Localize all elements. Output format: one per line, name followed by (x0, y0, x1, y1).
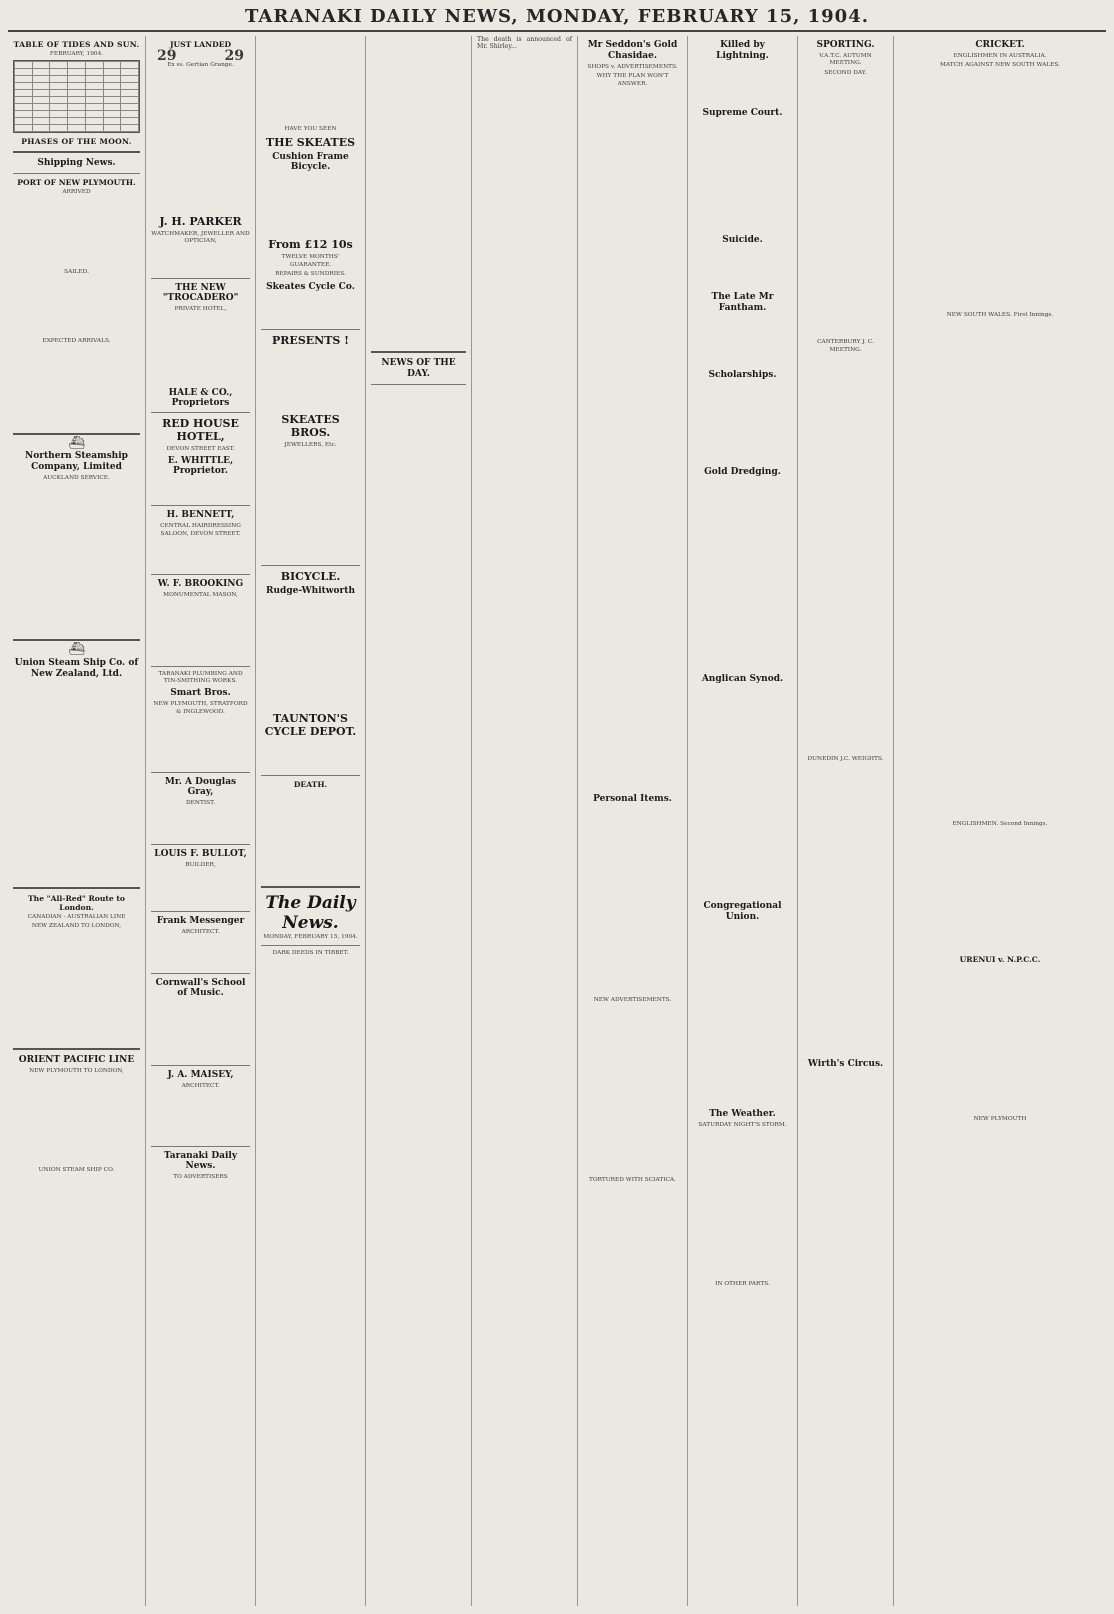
congregational-union: Congregational Union. (703, 901, 782, 922)
text-block (151, 871, 250, 907)
ship-icon: ⛴ (68, 642, 85, 658)
divider (371, 351, 466, 353)
tides-title: TABLE OF TIDES AND SUN. (13, 40, 140, 49)
text-block (261, 791, 360, 881)
just-landed: JUST LANDED (169, 40, 232, 49)
fantham: The Late Mr Fantham. (711, 292, 774, 313)
cricket: CRICKET. (975, 40, 1025, 50)
to-advertisers: TO ADVERTISERS (173, 1173, 228, 1180)
cushion-frame: Cushion Frame Bicycle. (272, 152, 349, 173)
text-block (261, 451, 360, 561)
divider (151, 574, 250, 575)
text-block (693, 687, 792, 897)
text-block (583, 90, 682, 790)
cycle-co: Skeates Cycle Co. (266, 281, 355, 292)
text-block (13, 199, 140, 269)
dark-deeds: DARK DEEDS IN TIBBET. (272, 950, 349, 957)
divider (261, 945, 360, 946)
text-block (803, 356, 888, 756)
date-right: 29 (224, 48, 244, 64)
text-block (899, 966, 1101, 1116)
shipping-title: Shipping News. (37, 158, 116, 169)
allred-title: The "All-Red" Route to London. (28, 893, 125, 912)
text-block (693, 383, 792, 463)
northern-title: Northern Steamship Company, Limited (25, 451, 128, 473)
text-block (151, 315, 250, 385)
orient-sub: NEW PLYMOUTH TO LONDON, (29, 1067, 124, 1074)
personal-items: Personal Items. (593, 794, 672, 805)
column-2 (146, 36, 256, 1606)
text-block (693, 925, 792, 1105)
dentist: DENTIST. (186, 800, 215, 807)
price: From £12 10s (268, 238, 353, 252)
new-ads: NEW ADVERTISEMENTS. (593, 997, 672, 1004)
bennett-sub: CENTRAL HAIRDRESSING SALOON, DEVON STREET. (160, 523, 241, 537)
tides-month: FEBRUARY, 1904. (49, 51, 104, 57)
taunton-depot: TAUNTON'S CYCLE DEPOT. (264, 712, 357, 739)
maisey: J. A. MAISEY, (167, 1069, 234, 1080)
text-block (151, 718, 250, 768)
bicycle: BICYCLE. (280, 570, 341, 584)
dunedin: DUNEDIN J.C. WEIGHTS. (807, 756, 884, 763)
text-block (261, 175, 360, 235)
text-block (583, 807, 682, 997)
seddon-title: Mr Seddon's Gold Chasidae. (587, 40, 678, 61)
whittle: E. WHITTLE, Proprietor. (167, 456, 234, 477)
text-block (899, 321, 1101, 821)
divider (13, 173, 140, 174)
hale: HALE & CO., Proprietors (168, 388, 233, 409)
have-you-seen: HAVE YOU SEEN (284, 126, 337, 132)
column-5 (472, 36, 578, 1606)
text-block (13, 348, 140, 428)
text-block (151, 810, 250, 840)
ex-ss: Ex ss. Gertian Grange. (167, 62, 234, 69)
anglican-synod: Anglican Synod. (701, 674, 784, 684)
footer-line: UNION STEAM SHIP CO. (38, 1167, 115, 1174)
orient-title: ORIENT PACIFIC LINE (18, 1054, 135, 1065)
taranaki-news-ad: Taranaki Daily News. (163, 1150, 238, 1171)
plumbing: TARANAKI PLUMBING AND TIN-SMITHING WORKS. (158, 670, 243, 685)
devon-street: DEVON STREET EAST. (166, 446, 235, 453)
divider (151, 1146, 250, 1147)
text-block (13, 933, 140, 1043)
column-7 (688, 36, 798, 1606)
union-title: Union Steam Ship Co. of New Zealand, Ltd. (14, 657, 139, 679)
text-block (803, 79, 888, 339)
architect-label: ARCHITECT. (181, 929, 220, 936)
text-block (151, 248, 250, 274)
expected-heading: EXPECTED ARRIVALS. (42, 338, 111, 345)
death-heading: DEATH. (293, 780, 328, 790)
smart-sub: NEW PLYMOUTH, STRATFORD & INGLEWOOD. (153, 701, 248, 715)
maisey-sub: ARCHITECT. (181, 1082, 220, 1089)
text-block (151, 602, 250, 662)
text-block (151, 1001, 250, 1061)
ship-icon: ⛴ (68, 435, 85, 451)
text-block (13, 278, 140, 338)
text-block (261, 36, 360, 126)
bullot-sub: BUILDER, (185, 861, 216, 868)
skeates-title: THE SKEATES (265, 136, 356, 150)
text-block (261, 295, 360, 325)
gold-dredging: Gold Dredging. (704, 467, 781, 477)
date-left: 29 (157, 48, 177, 64)
urenui: URENUI v. N.P.C.C. (959, 954, 1041, 964)
lightning-title: Killed by Lightning. (716, 40, 769, 61)
wirths-circus: Wirth's Circus. (807, 1059, 884, 1070)
douglas-gray: Mr. A Douglas Gray, (164, 777, 237, 798)
nz-to-london: NEW ZEALAND TO LONDON, (31, 923, 122, 930)
divider (261, 329, 360, 330)
divider (261, 775, 360, 776)
arrived-heading: ARRIVED (62, 189, 91, 196)
text-block (13, 484, 140, 634)
new-plymouth: NEW PLYMOUTH (973, 1115, 1027, 1122)
text-block (693, 121, 792, 231)
column-1 (8, 36, 146, 1606)
text-block (899, 72, 1101, 312)
presents: PRESENTS ! (272, 333, 349, 347)
column-3 (256, 36, 366, 1606)
divider (261, 565, 360, 566)
death-notice: The death is announced of Mr. Shirley... (477, 36, 572, 51)
text-block (693, 248, 792, 288)
text-block (693, 64, 792, 104)
divider (371, 384, 466, 385)
suicide: Suicide. (722, 235, 763, 245)
daily-date: MONDAY, FEBRUARY 15, 1904. (263, 934, 358, 941)
column-4 (366, 36, 472, 1606)
text-block (13, 682, 140, 882)
smart-bros: Smart Bros. (170, 688, 231, 699)
rudge-whitworth: Rudge-Whitworth (266, 586, 355, 597)
match-nsw: MATCH AGAINST NEW SOUTH WALES. (939, 62, 1061, 69)
sporting: SPORTING. (816, 40, 875, 50)
text-block (899, 831, 1101, 951)
auckland-service: AUCKLAND SERVICE. (43, 475, 110, 482)
brooking: W. F. BROOKING (157, 579, 244, 590)
jewellers: JEWELLERS, Etc. (284, 441, 337, 448)
text-block (583, 1007, 682, 1177)
canterbury: CANTERBURY J. C. MEETING. (817, 339, 874, 353)
text-block (13, 1077, 140, 1167)
sailed-heading: SAILED. (64, 268, 89, 275)
text-block (693, 1131, 792, 1281)
divider (151, 844, 250, 845)
private-hotel: PRIVATE HOTEL, (174, 305, 227, 312)
weather: The Weather. (709, 1109, 776, 1119)
news-of-day: NEWS OF THE DAY. (381, 358, 456, 379)
supreme-court: Supreme Court. (702, 108, 783, 118)
divider (151, 973, 250, 974)
trocadero: THE NEW "TROCADERO" (162, 282, 239, 303)
text-block (261, 350, 360, 410)
text-block (151, 1092, 250, 1142)
brooking-sub: MONUMENTAL MASON, (163, 592, 238, 599)
divider (151, 412, 250, 413)
masthead: TARANAKI DAILY NEWS, MONDAY, FEBRUARY 15, 1904. (245, 6, 869, 27)
bullot: LOUIS F. BULLOT, (154, 848, 247, 859)
parker-sub: WATCHMAKER, JEWELLER AND OPTICIAN, (151, 230, 250, 245)
column-8 (798, 36, 894, 1606)
bennett: H. BENNETT, (166, 510, 235, 521)
divider (151, 505, 250, 506)
repairs: REPAIRS & SUNDRIES. (275, 271, 346, 278)
phases-title: PHASES OF THE MOON. (21, 137, 132, 147)
text-block (261, 741, 360, 771)
parker-name: J. H. PARKER (159, 214, 242, 228)
text-block (151, 939, 250, 969)
storm: SATURDAY NIGHT'S STORM. (698, 1122, 787, 1128)
englishmen-australia: ENGLISHMEN IN AUSTRALIA. (953, 53, 1047, 59)
text-block (803, 765, 888, 1055)
englishmen-innings: ENGLISHMEN. Second Innings. (952, 821, 1048, 828)
scholarships: Scholarships. (708, 370, 777, 380)
date-box (151, 48, 250, 64)
divider (261, 886, 360, 888)
autumn-meeting: V.A.T.C. AUTUMN MEETING. (819, 53, 872, 67)
text-block (151, 479, 250, 501)
divider (151, 772, 250, 773)
tides-table (13, 60, 140, 133)
skeates-bros: SKEATES BROS. (281, 412, 340, 439)
shops-sub: SHOPS v. ADVERTISEMENTS. (587, 64, 678, 70)
column-6 (578, 36, 688, 1606)
divider (13, 887, 140, 889)
text-block (693, 480, 792, 670)
divider (13, 1048, 140, 1050)
red-house: RED HOUSE HOTEL, (162, 417, 239, 444)
column-9 (894, 36, 1106, 1606)
canadian-line: CANADIAN - AUSTRALIAN LINE (27, 913, 126, 920)
port-title: PORT OF NEW PLYMOUTH. (17, 178, 136, 188)
divider (13, 433, 140, 435)
daily-news-logo: The Daily News. (265, 893, 356, 934)
text-block (693, 316, 792, 366)
divider (151, 278, 250, 279)
text-block (371, 36, 466, 346)
nsw-innings: NEW SOUTH WALES. First Innings. (946, 311, 1054, 318)
cornwall-school: Cornwall's School of Music. (155, 977, 246, 998)
divider (151, 911, 250, 912)
second-day: SECOND DAY. (824, 69, 867, 76)
text-block (151, 72, 250, 212)
divider (151, 1065, 250, 1066)
messenger: Frank Messenger (156, 916, 245, 927)
other-parts: IN OTHER PARTS. (715, 1281, 770, 1288)
divider (151, 666, 250, 667)
sciatica: TORTURED WITH SCIATICA. (589, 1176, 676, 1183)
masthead-rule (8, 30, 1106, 32)
guarantee: TWELVE MONTHS' GUARANTEE. (281, 254, 340, 268)
text-block (261, 599, 360, 709)
text-block (151, 540, 250, 570)
why-sub: WHY THE PLAN WON'T ANSWER. (596, 73, 669, 87)
divider (13, 151, 140, 153)
